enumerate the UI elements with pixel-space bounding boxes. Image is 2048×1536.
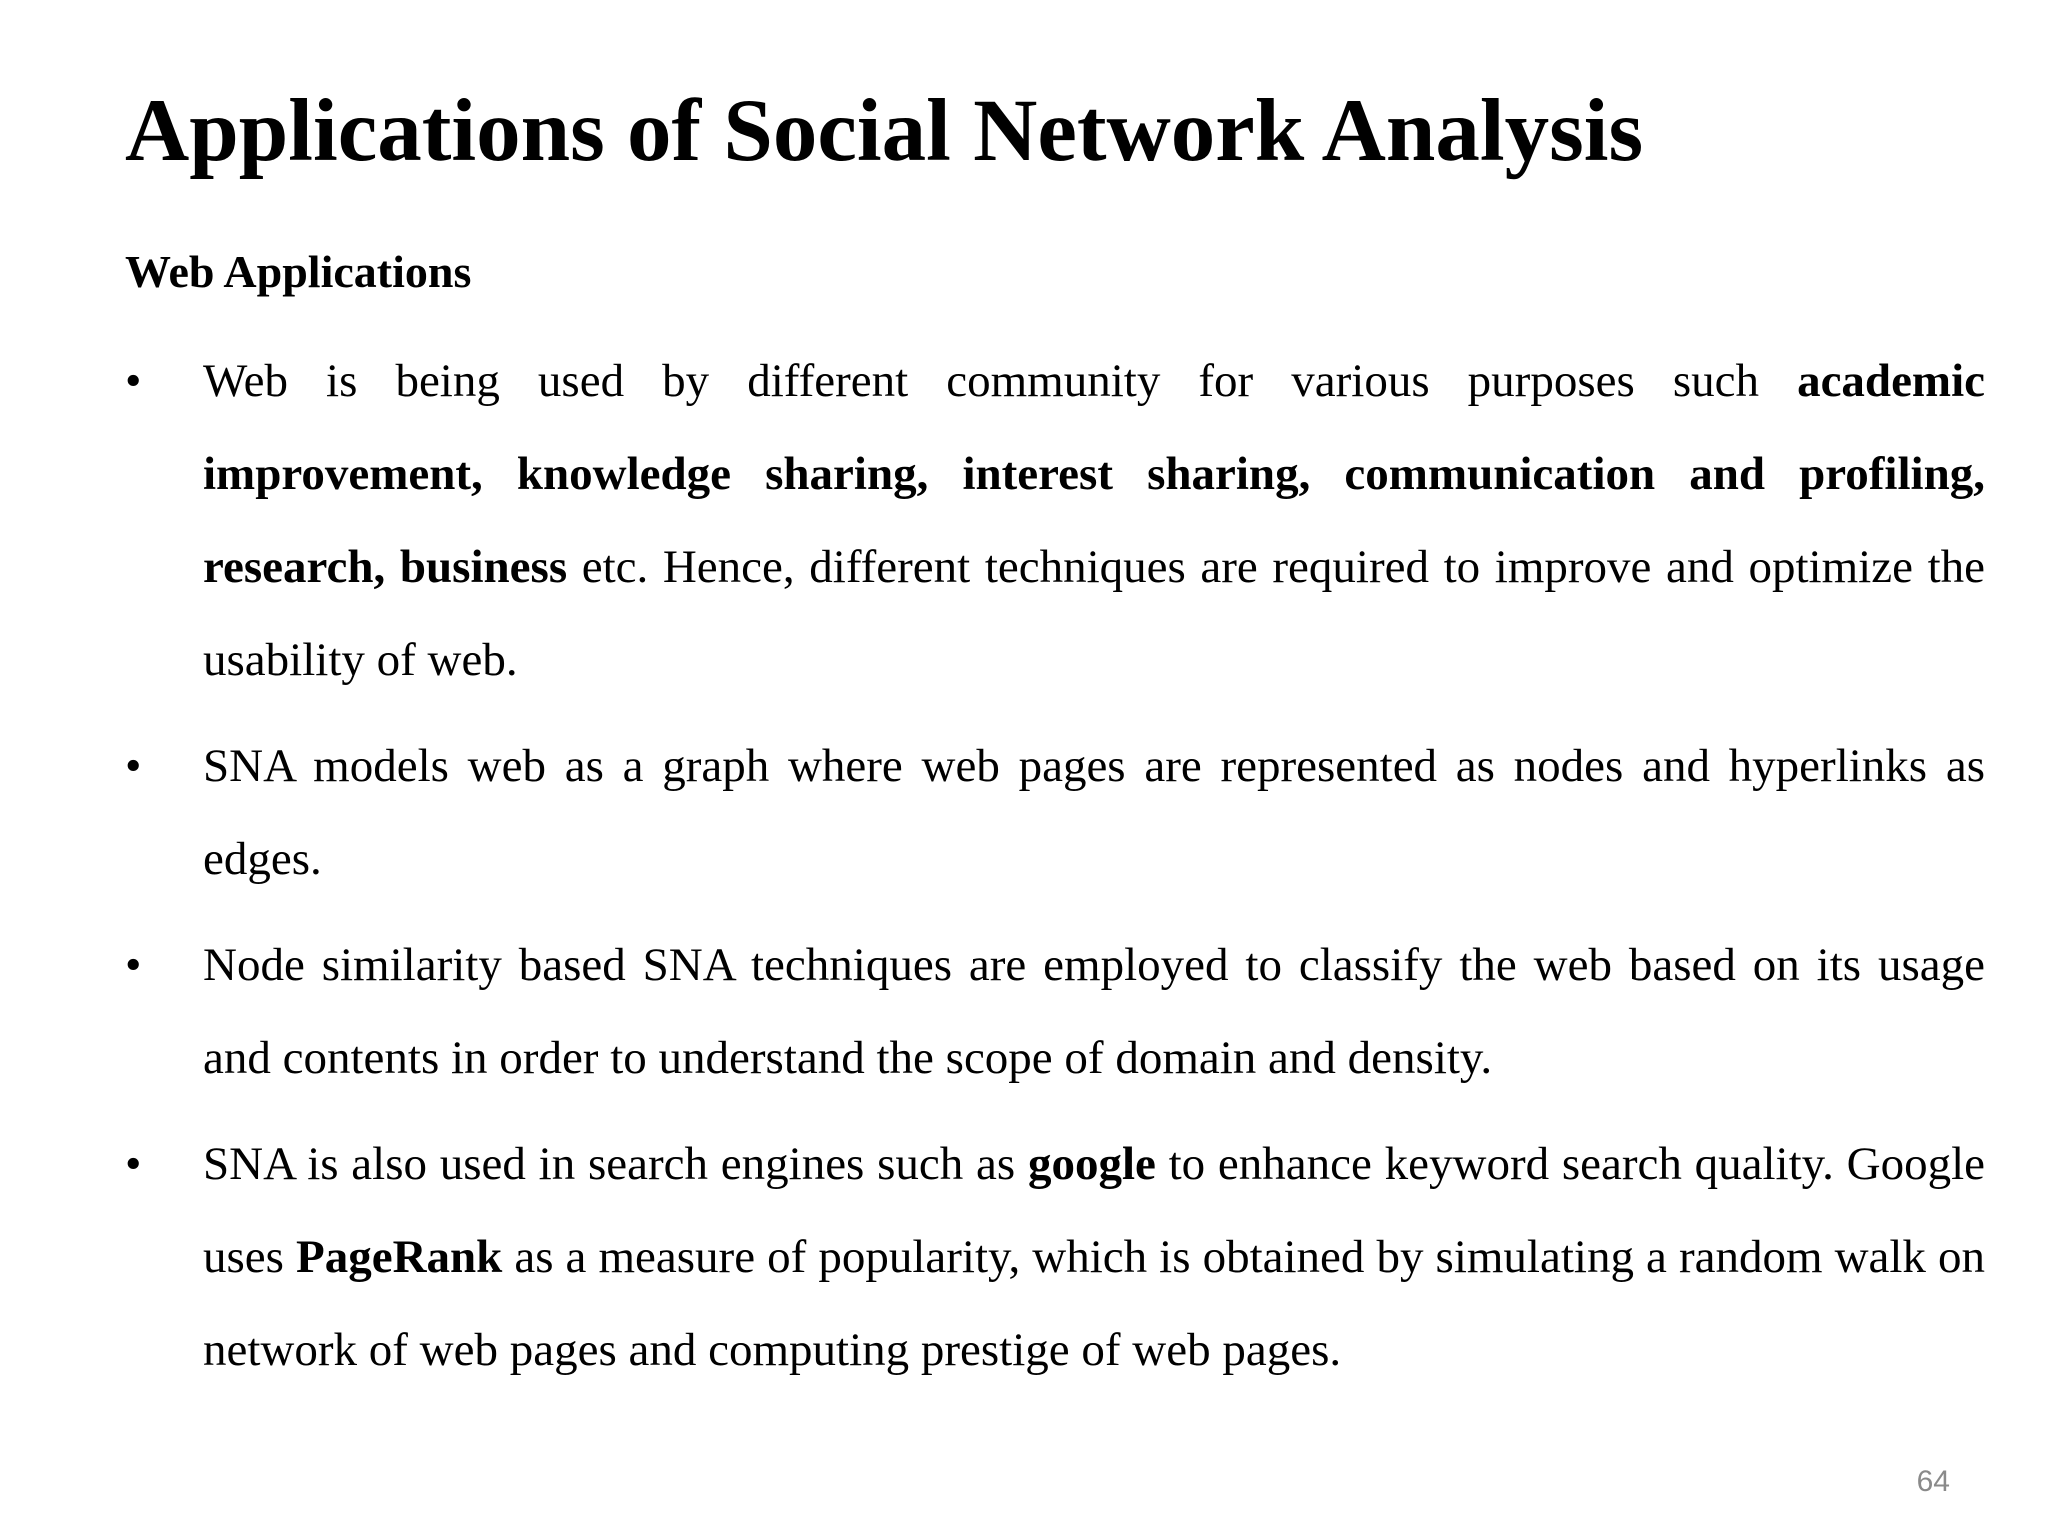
slide-title: Applications of Social Network Analysis bbox=[125, 82, 1644, 180]
bullet-mark: • bbox=[125, 1138, 142, 1190]
bullet-text-bold-segment: PageRank bbox=[296, 1231, 503, 1283]
bullet-text-segment: Web is being used by different community for various purposes such bbox=[203, 355, 1798, 407]
bullet-item-web-usage bbox=[125, 335, 1985, 707]
bullet-text-segment: as a measure of popularity, which is obtained by simulating a random walk on network of web pages and computing prestige of web pages. bbox=[203, 1231, 1985, 1376]
bullet-text-segment: SNA models web as a graph where web pages are represented as nodes and hyperlinks as edges. bbox=[203, 740, 1985, 885]
bullet-text-segment: Node similarity based SNA techniques are employed to classify the web based on its usage and contents in order to understand the scope of domain and density. bbox=[203, 939, 1985, 1084]
bullet-text-segment: to enhance keyword search quality. Google uses bbox=[203, 1138, 1985, 1283]
bullet-list bbox=[125, 335, 1985, 1410]
bullet-text-segment: SNA is also used in search engines such as bbox=[203, 1138, 1028, 1190]
bullet-text-bold-segment: academic improvement, knowledge sharing, interest sharing, communication and profiling, research, business bbox=[203, 355, 1985, 593]
page-number: 64 bbox=[1916, 1465, 1950, 1498]
bullet-item-node-similarity bbox=[125, 919, 1985, 1105]
bullet-mark: • bbox=[125, 355, 142, 407]
bullet-item-search-engines bbox=[125, 1118, 1985, 1397]
bullet-text-bold-segment: google bbox=[1027, 1138, 1156, 1190]
bullet-mark: • bbox=[125, 939, 142, 991]
bullet-text-segment: etc. Hence, different techniques are required to improve and optimize the usability of web. bbox=[203, 541, 1985, 686]
bullet-mark: • bbox=[125, 740, 142, 792]
bullet-item-graph-model bbox=[125, 720, 1985, 906]
section-subheading: Web Applications bbox=[125, 246, 472, 297]
